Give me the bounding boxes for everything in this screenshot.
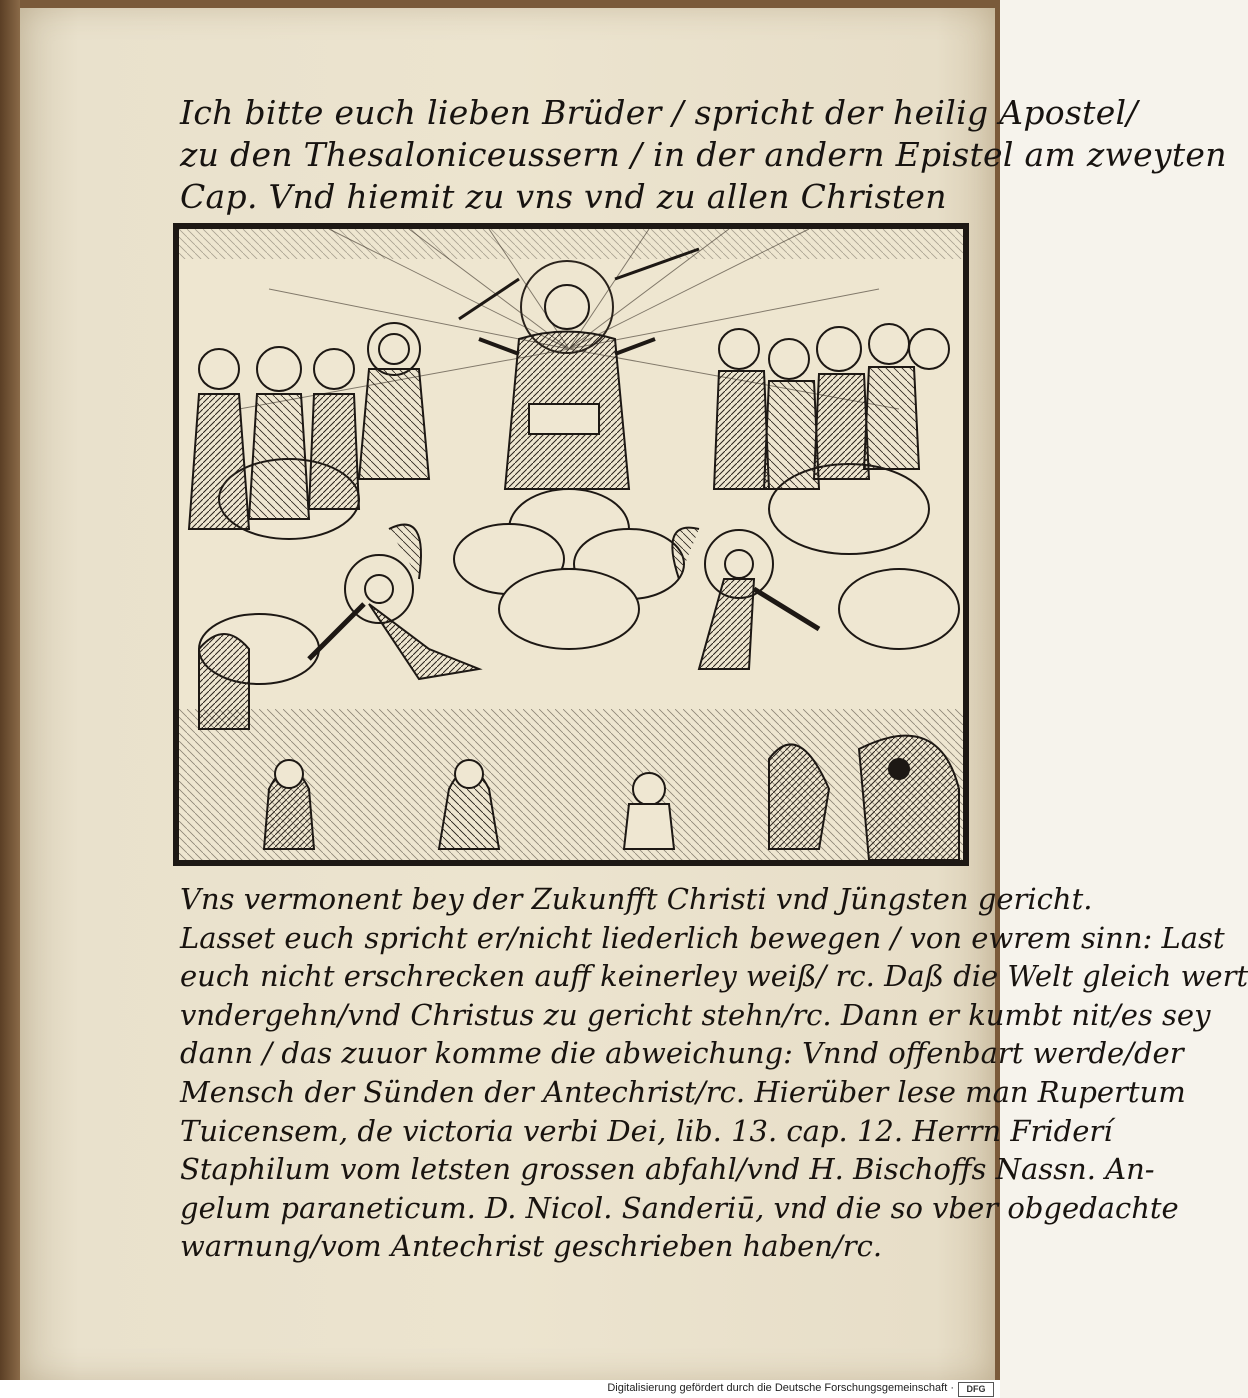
- body-text: [180, 880, 1248, 1266]
- book-binding-edge: [0, 0, 20, 1380]
- body-line: Mensch der Sünden der Antechrist/rc. Hierüber lese man Rupertum: [180, 1074, 1186, 1109]
- last-judgment-woodcut: [173, 223, 969, 866]
- body-line: Tuicensem, de victoria verbi Dei, lib. 13. cap. 12. Herrn Friderí: [180, 1113, 1113, 1148]
- body-line: gelum paraneticum. D. Nicol. Sanderiū, vnd die so vber obgedachte: [180, 1190, 1179, 1225]
- body-line: Lasset euch spricht er/nicht liederlich bewegen / von ewrem sinn: Last: [180, 920, 1225, 955]
- heading-line: zu den Thesaloniceussern / in der andern Epistel am zweyten: [180, 135, 1227, 174]
- body-line: euch nicht erschrecken auff keinerley weiß/ rc. Daß die Welt gleich wert: [180, 959, 1248, 994]
- body-line: Vns vermonent bey der Zukunfft Christi vnd Jüngsten gericht.: [180, 882, 1093, 916]
- body-line: vndergehn/vnd Christus zu gericht stehn/rc. Dann er kumbt nit/es sey: [180, 997, 1211, 1032]
- woodcut-illustration: [179, 229, 963, 860]
- dfg-logo: DFG: [958, 1382, 994, 1397]
- body-line: warnung/vom Antechrist geschrieben haben/rc.: [180, 1229, 883, 1264]
- body-line: Staphilum vom letsten grossen abfahl/vnd H. Bischoffs Nassn. An-: [180, 1152, 1155, 1187]
- body-line: dann / das zuuor komme die abweichung: Vnnd offenbart werde/der: [180, 1036, 1184, 1071]
- page-heading: [180, 92, 1227, 218]
- digitization-footer: [0, 1380, 1000, 1398]
- heading-line: Cap. Vnd hiemit zu vns vnd zu allen Christen: [180, 177, 947, 216]
- funding-notice: Digitalisierung gefördert durch die Deutsche Forschungsgemeinschaft ·: [607, 1382, 954, 1394]
- heading-line: Ich bitte euch lieben Brüder / spricht der heilig Apostel/: [180, 93, 1138, 132]
